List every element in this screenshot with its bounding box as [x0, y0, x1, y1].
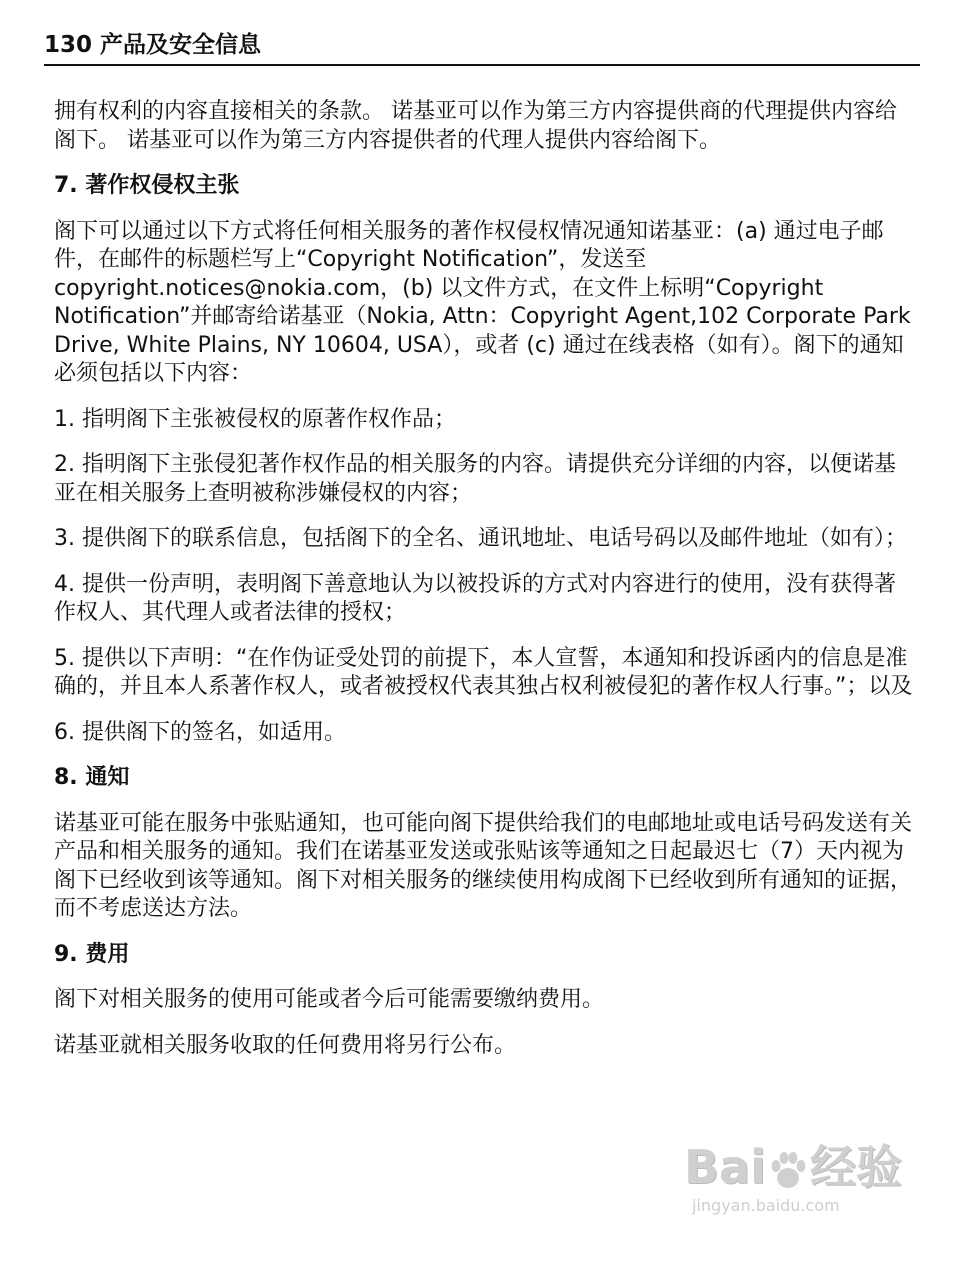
list-item-2: 2. 指明阁下主张侵犯著作权作品的相关服务的内容。请提供充分详细的内容，以便诺基亚在相关服务上查明被称涉嫌侵权的内容； [54, 452, 896, 506]
section-heading-notices: 8. 通知 [54, 765, 130, 790]
paragraph-content-terms: 拥有权利的内容直接相关的条款。 诺基亚可以作为第三方内容提供商的代理提供内容给阁下。 诺基亚可以作为第三方内容提供者的代理人提供内容给阁下。 [54, 99, 897, 153]
section-heading-fees: 9. 费用 [54, 941, 130, 967]
paragraph-fees-2: 诺基亚就相关服务收取的任何费用将另行公布。 [54, 1032, 517, 1058]
paragraph-notification-methods: 阁下可以通过以下方式将任何相关服务的著作权侵权情况通知诺基亚：(a) 通过电子邮件，在邮件的标题栏写上“Copyright Notification”，发送至 copyright.notices@nokia.com，(b) 以文件方式，在文件上标明“Copyright Notification”并邮寄给诺基亚（Nokia, Attn：Copyright Agent,102 Corporate Park Drive, White Plains, NY 10604, USA），或者 (c) 通过在线表格（如有）。阁下的通知必须包括以下内容： [54, 218, 911, 386]
list-item-5: 5. 提供以下声明：“在作伪证受处罚的前提下，本人宣誓，本通知和投诉函内的信息是准确的，并且本人系著作权人，或者被授权代表其独占权利被侵犯的著作权人行事。”；以及 [54, 645, 913, 699]
paragraph-notices: 诺基亚可能在服务中张贴通知，也可能向阁下提供给我们的电邮地址或电话号码发送有关产品和相关服务的通知。我们在诺基亚发送或张贴该等通知之日起最迟七（7）天内视为阁下已经收到该等通知。阁下对相关服务的继续使用构成阁下已经收到所有通知的证据，而不考虑送达方法。 [54, 810, 913, 921]
baidu-jingyan-watermark [684, 1142, 924, 1260]
list-item-3: 3. 提供阁下的联系信息，包括阁下的全名、通讯地址、电话号码以及邮件地址（如有）； [54, 526, 907, 551]
watermark-logo: Bai 经验 [684, 1140, 902, 1194]
header-title: 产品及安全信息 [100, 32, 262, 58]
paw-icon [768, 1150, 808, 1192]
paragraph-fees-1: 阁下对相关服务的使用可能或者今后可能需要缴纳费用。 [54, 987, 605, 1012]
page-number: 130 [44, 32, 93, 58]
watermark-url: jingyan.baidu.com [692, 1196, 840, 1215]
page-header [44, 30, 920, 66]
document-body [54, 98, 916, 1077]
section-heading-copyright: 7. 著作权侵权主张 [54, 173, 240, 198]
list-item-4: 4. 提供一份声明，表明阁下善意地认为以被投诉的方式对内容进行的使用，没有获得著作权人、其代理人或者法律的授权； [54, 571, 896, 625]
list-item-1: 1. 指明阁下主张被侵权的原著作权作品； [54, 406, 456, 432]
list-item-6: 6. 提供阁下的签名，如适用。 [54, 719, 346, 745]
